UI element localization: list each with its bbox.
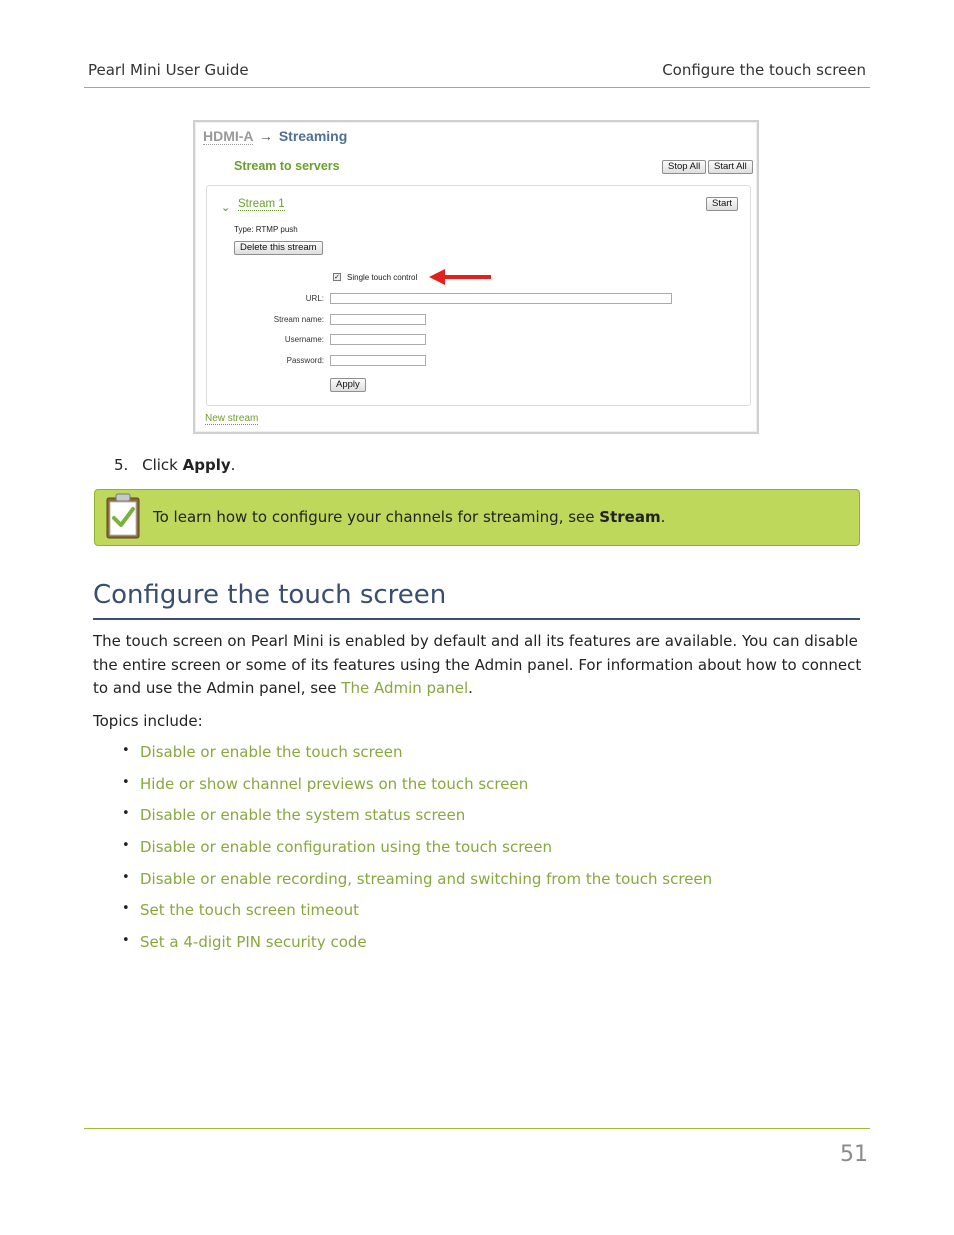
header-rule bbox=[84, 87, 870, 88]
breadcrumb-streaming: Streaming bbox=[278, 128, 348, 144]
list-item[interactable] bbox=[120, 933, 712, 965]
step-number: 5. bbox=[114, 456, 129, 474]
password-input[interactable] bbox=[330, 355, 426, 366]
note-prefix: To learn how to configure your channels for streaming, see bbox=[153, 508, 600, 526]
step-suffix: . bbox=[230, 456, 236, 474]
username-label: Username: bbox=[284, 335, 324, 344]
list-item[interactable] bbox=[120, 743, 712, 775]
breadcrumb-hdmi-a[interactable]: HDMI-A bbox=[203, 128, 254, 144]
topics-list bbox=[120, 743, 712, 965]
note-suffix: . bbox=[660, 508, 666, 526]
stop-all-button[interactable]: Stop All bbox=[662, 160, 706, 174]
note-text bbox=[153, 508, 665, 526]
list-item[interactable] bbox=[120, 870, 712, 902]
note-box bbox=[94, 489, 860, 546]
list-item[interactable] bbox=[120, 775, 712, 807]
topic-link[interactable]: Disable or enable configuration using the touch screen bbox=[140, 838, 553, 857]
stream-to-servers-heading: Stream to servers bbox=[234, 159, 340, 173]
list-item[interactable] bbox=[120, 806, 712, 838]
para-end: . bbox=[468, 679, 473, 697]
step-5 bbox=[114, 456, 235, 474]
red-arrow-icon bbox=[429, 268, 493, 286]
stream-name-label: Stream name: bbox=[273, 315, 324, 324]
bullet-icon: • bbox=[122, 806, 130, 822]
footer-rule bbox=[84, 1128, 870, 1129]
chevron-down-icon[interactable]: ⌄ bbox=[221, 201, 231, 214]
para-text: The touch screen on Pearl Mini is enabled by default and all its features are available. You can disable the entire screen or some of its features using the Admin panel. For information about how to connect to and use the Admin panel, see bbox=[93, 632, 862, 697]
step-prefix: Click bbox=[142, 456, 183, 474]
topic-link[interactable]: Set the touch screen timeout bbox=[140, 901, 359, 920]
topic-link[interactable]: Disable or enable the system status screen bbox=[140, 806, 466, 825]
list-item[interactable] bbox=[120, 838, 712, 870]
topic-link[interactable]: Hide or show channel previews on the touch screen bbox=[140, 774, 529, 793]
clipboard-check-icon bbox=[105, 493, 141, 539]
username-input[interactable] bbox=[330, 334, 426, 345]
list-item[interactable] bbox=[120, 901, 712, 933]
stream-type-text: Type: RTMP push bbox=[234, 225, 298, 234]
bullet-icon: • bbox=[122, 838, 130, 854]
start-all-button[interactable]: Start All bbox=[708, 160, 753, 174]
bullet-icon: • bbox=[122, 743, 130, 758]
note-stream-link[interactable]: Stream bbox=[599, 508, 661, 526]
start-stream-button[interactable]: Start bbox=[706, 197, 738, 211]
password-label: Password: bbox=[286, 356, 324, 365]
bullet-icon: • bbox=[122, 869, 130, 885]
breadcrumb-arrow: → bbox=[258, 128, 273, 144]
new-stream-link[interactable]: New stream bbox=[205, 413, 259, 424]
page-number: 51 bbox=[840, 1142, 868, 1167]
bullet-icon: • bbox=[122, 901, 130, 917]
header-doc-title: Pearl Mini User Guide bbox=[88, 61, 249, 79]
header-section-title: Configure the touch screen bbox=[662, 61, 866, 79]
bullet-icon: • bbox=[122, 933, 130, 949]
streaming-screenshot bbox=[193, 120, 759, 434]
stream-1-toggle[interactable]: Stream 1 bbox=[238, 198, 285, 210]
section-rule bbox=[93, 618, 860, 620]
stream-panel bbox=[206, 185, 751, 406]
section-title: Configure the touch screen bbox=[93, 580, 447, 610]
single-touch-label: Single touch control bbox=[347, 273, 418, 282]
topic-link[interactable]: Disable or enable the touch screen bbox=[140, 743, 403, 761]
stream-name-input[interactable] bbox=[330, 314, 426, 325]
url-input[interactable] bbox=[330, 293, 672, 304]
topic-link[interactable]: Set a 4-digit PIN security code bbox=[140, 933, 367, 952]
topic-link[interactable]: Disable or enable recording, streaming and switching from the touch screen bbox=[140, 869, 713, 888]
breadcrumb bbox=[203, 128, 347, 144]
single-touch-checkbox[interactable]: ✓ bbox=[334, 273, 340, 281]
apply-button[interactable]: Apply bbox=[330, 378, 366, 392]
admin-panel-link[interactable]: The Admin panel bbox=[341, 679, 469, 697]
intro-paragraph bbox=[93, 630, 863, 701]
bullet-icon: • bbox=[122, 774, 130, 790]
url-label: URL: bbox=[305, 294, 324, 303]
step-bold: Apply bbox=[182, 456, 231, 474]
topics-intro: Topics include: bbox=[93, 712, 203, 730]
delete-stream-button[interactable]: Delete this stream bbox=[234, 241, 323, 255]
